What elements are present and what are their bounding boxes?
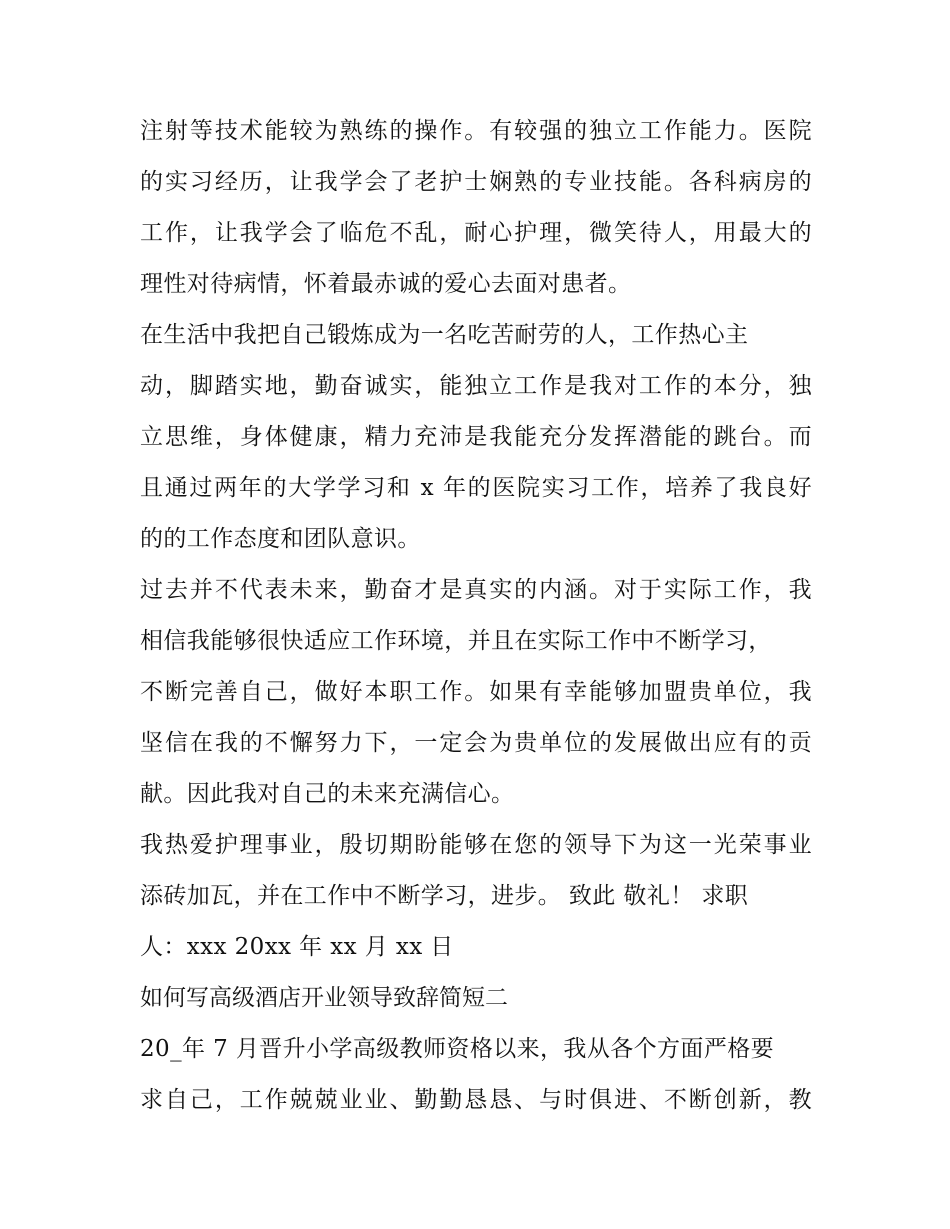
text-line: 的实习经历，让我学会了老护士娴熟的专业技能。各科病房的	[140, 169, 812, 195]
text-line: 不断完善自己，做好本职工作。如果有幸能够加盟贵单位，我	[140, 679, 812, 705]
text-line: 20_年 7 月晋升小学高级教师资格以来，我从各个方面严格要	[140, 1036, 775, 1062]
text-line: 立思维，身体健康，精力充沛是我能充分发挥潜能的跳台。而	[140, 424, 812, 450]
text-line: 坚信在我的不懈努力下，一定会为贵单位的发展做出应有的贡	[140, 730, 812, 756]
text-line: 且通过两年的大学学习和 x 年的医院实习工作，培养了我良好	[140, 475, 812, 501]
text-line: 相信我能够很快适应工作环境，并且在实际工作中不断学习，	[140, 628, 772, 654]
text-line: 动，脚踏实地，勤奋诚实，能独立工作是我对工作的本分，独	[140, 373, 812, 399]
text-line: 求自己，工作兢兢业业、勤勤恳恳、与时俱进、不断创新，教	[140, 1087, 812, 1113]
text-line: 的的工作态度和团队意识。	[140, 526, 421, 552]
text-line: 人：xxx 20xx 年 xx 月 xx 日	[140, 934, 454, 960]
text-line: 过去并不代表未来，勤奋才是真实的内涵。对于实际工作，我	[140, 577, 812, 603]
section-heading: 如何写高级酒店开业领导致辞简短二	[140, 985, 508, 1011]
text-line: 我热爱护理事业，殷切期盼能够在您的领导下为这一光荣事业	[140, 832, 812, 858]
text-line: 理性对待病情，怀着最赤诚的爱心去面对患者。	[140, 271, 632, 297]
text-line: 工作，让我学会了临危不乱，耐心护理，微笑待人，用最大的	[140, 220, 812, 246]
document-body	[140, 106, 812, 1126]
text-line: 献。因此我对自己的未来充满信心。	[140, 781, 515, 807]
text-line: 注射等技术能较为熟练的操作。有较强的独立工作能力。医院	[140, 118, 812, 144]
text-line: 添砖加瓦，并在工作中不断学习，进步。 致此 敬礼！ 求职	[140, 883, 749, 909]
text-line: 在生活中我把自己锻炼成为一名吃苦耐劳的人，工作热心主	[140, 322, 749, 348]
